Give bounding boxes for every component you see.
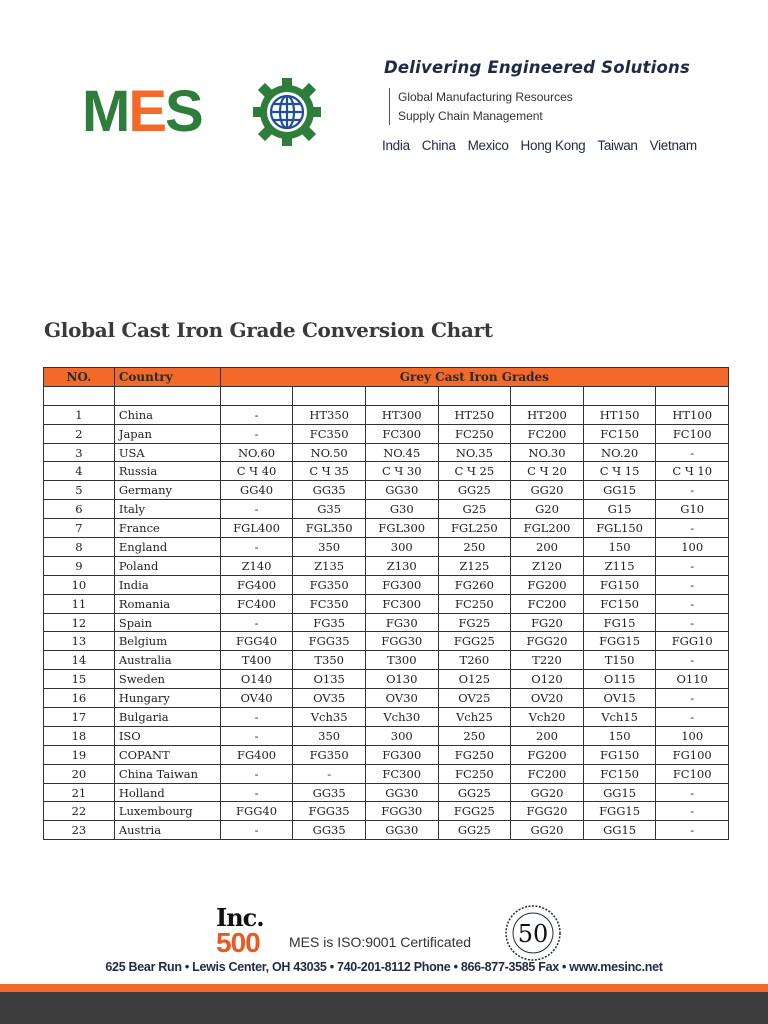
cell-grade: O140 — [220, 670, 293, 689]
cell-grade: FC150 — [583, 764, 656, 783]
cell-country: Hungary — [114, 689, 220, 708]
cell-grade: T220 — [511, 651, 584, 670]
cell-country: Germany — [114, 481, 220, 500]
table-row — [44, 613, 729, 632]
globe-gear-icon — [252, 76, 322, 148]
cell-grade: OV40 — [220, 689, 293, 708]
cell-grade: Vch30 — [365, 708, 438, 727]
cell-country: Bulgaria — [114, 708, 220, 727]
cell-grade: GG25 — [438, 821, 511, 840]
cell-grade: С Ч 10 — [656, 462, 729, 481]
cell-grade: G10 — [656, 500, 729, 519]
cell-grade: 150 — [583, 538, 656, 557]
cell-country: ISO — [114, 726, 220, 745]
cell-grade: FGG15 — [583, 632, 656, 651]
cell-no: 23 — [44, 821, 115, 840]
cell-grade: - — [656, 821, 729, 840]
cell-grade: FC100 — [656, 424, 729, 443]
cell-no: 11 — [44, 594, 115, 613]
cell-grade: FG200 — [511, 745, 584, 764]
cell-grade: FGG15 — [583, 802, 656, 821]
anniversary-seal-icon — [504, 904, 562, 962]
cell-grade: HT350 — [293, 405, 366, 424]
cell-grade: - — [220, 424, 293, 443]
cell-grade: HT250 — [438, 405, 511, 424]
cell-grade: FC100 — [656, 764, 729, 783]
cell-grade: - — [220, 821, 293, 840]
cell-grade: - — [220, 500, 293, 519]
cell-grade: 350 — [293, 538, 366, 557]
table-row — [44, 745, 729, 764]
cell-grade: FC300 — [365, 424, 438, 443]
cell-grade: FC200 — [511, 764, 584, 783]
cell-grade: HT300 — [365, 405, 438, 424]
cell-grade: FG100 — [656, 745, 729, 764]
footer-bar — [0, 992, 768, 1024]
cell-grade: FGG40 — [220, 802, 293, 821]
table-row — [44, 726, 729, 745]
cell-grade: FG250 — [438, 745, 511, 764]
cell-grade: Z135 — [293, 556, 366, 575]
cell-grade: GG15 — [583, 481, 656, 500]
cell-grade: - — [293, 764, 366, 783]
cell-country: Sweden — [114, 670, 220, 689]
cell-country: Belgium — [114, 632, 220, 651]
cell-grade: T150 — [583, 651, 656, 670]
cell-grade: - — [220, 783, 293, 802]
footer-accent-bar — [0, 984, 768, 992]
table-row — [44, 802, 729, 821]
cell-grade: - — [656, 783, 729, 802]
cell-grade: OV25 — [438, 689, 511, 708]
cell-grade: FC150 — [583, 594, 656, 613]
cell-grade: 150 — [583, 726, 656, 745]
cell-grade: FC150 — [583, 424, 656, 443]
cell-grade: - — [656, 575, 729, 594]
location-item: Taiwan — [597, 138, 638, 153]
cell-grade: GG25 — [438, 481, 511, 500]
cell-no: 21 — [44, 783, 115, 802]
cell-no: 20 — [44, 764, 115, 783]
cell-grade: FC350 — [293, 594, 366, 613]
cell-no: 2 — [44, 424, 115, 443]
cell-country: Australia — [114, 651, 220, 670]
table-row — [44, 500, 729, 519]
cell-grade: С Ч 30 — [365, 462, 438, 481]
table-row — [44, 575, 729, 594]
cell-country: Italy — [114, 500, 220, 519]
cell-grade: GG35 — [293, 783, 366, 802]
cell-grade: OV15 — [583, 689, 656, 708]
cell-grade: O120 — [511, 670, 584, 689]
table-row — [44, 708, 729, 727]
cell-grade: - — [220, 405, 293, 424]
cell-no: 18 — [44, 726, 115, 745]
cell-grade: 100 — [656, 726, 729, 745]
cell-grade: FC200 — [511, 424, 584, 443]
cell-grade: - — [656, 519, 729, 538]
company-logo — [82, 76, 322, 148]
cell-no: 7 — [44, 519, 115, 538]
cell-grade: FGL400 — [220, 519, 293, 538]
cell-no: 15 — [44, 670, 115, 689]
cell-no: 12 — [44, 613, 115, 632]
cell-country: Russia — [114, 462, 220, 481]
cell-grade: FGG20 — [511, 632, 584, 651]
cell-grade: - — [656, 481, 729, 500]
inc-logo-top: Inc. — [216, 903, 264, 932]
cell-grade: FC400 — [220, 594, 293, 613]
cell-grade: GG40 — [220, 481, 293, 500]
cell-no: 17 — [44, 708, 115, 727]
cell-grade: Vch25 — [438, 708, 511, 727]
cell-grade: FGL250 — [438, 519, 511, 538]
table-row — [44, 405, 729, 424]
cell-grade: GG30 — [365, 481, 438, 500]
contact-address: 625 Bear Run • Lewis Center, OH 43035 • 740-201-8112 Phone • 866-877-3585 Fax • www.mesinc.net — [105, 960, 663, 974]
cell-grade: G30 — [365, 500, 438, 519]
cell-grade: FG300 — [365, 745, 438, 764]
cell-grade: FC350 — [293, 424, 366, 443]
cell-grade: FGL150 — [583, 519, 656, 538]
cell-no: 4 — [44, 462, 115, 481]
location-item: India — [382, 138, 410, 153]
cell-grade: GG35 — [293, 481, 366, 500]
cell-grade: OV30 — [365, 689, 438, 708]
table-row — [44, 424, 729, 443]
cell-grade: GG20 — [511, 783, 584, 802]
table-row — [44, 670, 729, 689]
cell-grade: FGG30 — [365, 802, 438, 821]
cell-no: 22 — [44, 802, 115, 821]
locations-list — [382, 138, 697, 153]
cell-no: 5 — [44, 481, 115, 500]
cell-no: 13 — [44, 632, 115, 651]
cell-grade: С Ч 40 — [220, 462, 293, 481]
cell-grade: O110 — [656, 670, 729, 689]
cell-grade: OV20 — [511, 689, 584, 708]
header-grades: Grey Cast Iron Grades — [220, 368, 728, 387]
cell-country: USA — [114, 443, 220, 462]
cell-grade: FG300 — [365, 575, 438, 594]
cell-grade: HT100 — [656, 405, 729, 424]
cell-no: 14 — [44, 651, 115, 670]
location-item: China — [421, 138, 456, 153]
cell-country: COPANT — [114, 745, 220, 764]
cell-no: 1 — [44, 405, 115, 424]
cell-country: Spain — [114, 613, 220, 632]
cell-grade: - — [656, 556, 729, 575]
location-item: Mexico — [467, 138, 509, 153]
cell-grade: O125 — [438, 670, 511, 689]
inc-500-logo — [216, 903, 272, 958]
location-item: Hong Kong — [520, 138, 586, 153]
table-header-row — [44, 368, 729, 387]
cell-grade: FG150 — [583, 575, 656, 594]
cell-grade: GG35 — [293, 821, 366, 840]
cell-grade: Z120 — [511, 556, 584, 575]
cell-grade: FG350 — [293, 575, 366, 594]
cell-grade: GG30 — [365, 783, 438, 802]
cell-grade: С Ч 15 — [583, 462, 656, 481]
inc-logo-bottom: 500 — [216, 927, 260, 958]
cell-grade: GG15 — [583, 821, 656, 840]
cell-grade: 100 — [656, 538, 729, 557]
cell-grade: 200 — [511, 538, 584, 557]
cell-grade: FC200 — [511, 594, 584, 613]
cell-country: France — [114, 519, 220, 538]
table-row — [44, 519, 729, 538]
table-row — [44, 651, 729, 670]
cell-grade: FGG25 — [438, 632, 511, 651]
table-row — [44, 443, 729, 462]
cell-no: 8 — [44, 538, 115, 557]
cell-grade: HT200 — [511, 405, 584, 424]
cell-country: China Taiwan — [114, 764, 220, 783]
cell-grade: FGG35 — [293, 632, 366, 651]
cell-grade: G15 — [583, 500, 656, 519]
cell-country: Austria — [114, 821, 220, 840]
cell-grade: Vch35 — [293, 708, 366, 727]
cell-grade: Vch15 — [583, 708, 656, 727]
cell-grade: FGG25 — [438, 802, 511, 821]
cell-grade: 300 — [365, 538, 438, 557]
cell-grade: - — [656, 708, 729, 727]
cell-grade: NO.45 — [365, 443, 438, 462]
cell-grade: FGG20 — [511, 802, 584, 821]
table-row — [44, 594, 729, 613]
document-title: Global Cast Iron Grade Conversion Chart — [44, 318, 493, 342]
table-row — [44, 821, 729, 840]
cell-grade: - — [656, 802, 729, 821]
cell-grade: FC250 — [438, 594, 511, 613]
cell-grade: O135 — [293, 670, 366, 689]
table-spacer-row — [44, 386, 729, 405]
cell-grade: FG30 — [365, 613, 438, 632]
location-item: Vietnam — [649, 138, 697, 153]
cell-grade: GG20 — [511, 821, 584, 840]
table-row — [44, 632, 729, 651]
cell-grade: G35 — [293, 500, 366, 519]
table-body — [44, 386, 729, 839]
logo-wordmark: MES — [82, 79, 202, 144]
cell-grade: GG30 — [365, 821, 438, 840]
iso-certification-text: MES is ISO:9001 Certificated — [289, 934, 472, 950]
cell-no: 9 — [44, 556, 115, 575]
cell-grade: FGL300 — [365, 519, 438, 538]
cell-grade: 300 — [365, 726, 438, 745]
cell-grade: GG25 — [438, 783, 511, 802]
service-item: Supply Chain Management — [398, 108, 543, 123]
cell-grade: NO.35 — [438, 443, 511, 462]
cell-grade: - — [656, 613, 729, 632]
cell-country: Luxembourg — [114, 802, 220, 821]
cell-grade: С Ч 25 — [438, 462, 511, 481]
cell-grade: 250 — [438, 726, 511, 745]
cell-country: England — [114, 538, 220, 557]
cell-country: Poland — [114, 556, 220, 575]
cell-grade: GG20 — [511, 481, 584, 500]
cell-grade: С Ч 20 — [511, 462, 584, 481]
cell-grade: Z140 — [220, 556, 293, 575]
cell-grade: HT150 — [583, 405, 656, 424]
cell-grade: T260 — [438, 651, 511, 670]
cell-grade: FG400 — [220, 575, 293, 594]
tagline: Delivering Engineered Solutions — [384, 58, 691, 77]
cell-grade: O115 — [583, 670, 656, 689]
cell-grade: Z125 — [438, 556, 511, 575]
seal-number: 50 — [517, 920, 549, 948]
cell-grade: FGG10 — [656, 632, 729, 651]
cell-grade: - — [656, 594, 729, 613]
header-country: Country — [114, 368, 220, 387]
cell-grade: FC250 — [438, 424, 511, 443]
table-row — [44, 764, 729, 783]
cell-grade: Z130 — [365, 556, 438, 575]
cell-no: 10 — [44, 575, 115, 594]
cell-country: India — [114, 575, 220, 594]
cell-grade: - — [656, 443, 729, 462]
cell-grade: - — [220, 764, 293, 783]
table-row — [44, 556, 729, 575]
table-row — [44, 538, 729, 557]
cell-grade: T400 — [220, 651, 293, 670]
cell-country: Romania — [114, 594, 220, 613]
cell-grade: FGG30 — [365, 632, 438, 651]
cell-grade: FG15 — [583, 613, 656, 632]
cell-grade: FC300 — [365, 594, 438, 613]
cell-grade: NO.60 — [220, 443, 293, 462]
grade-conversion-table — [43, 367, 729, 840]
cell-grade: - — [656, 651, 729, 670]
cell-grade: FGL200 — [511, 519, 584, 538]
cell-grade: - — [220, 613, 293, 632]
cell-grade: NO.30 — [511, 443, 584, 462]
table-row — [44, 689, 729, 708]
cell-grade: Z115 — [583, 556, 656, 575]
cell-grade: FG400 — [220, 745, 293, 764]
cell-grade: - — [220, 538, 293, 557]
cell-grade: Vch20 — [511, 708, 584, 727]
cell-grade: G25 — [438, 500, 511, 519]
cell-grade: С Ч 35 — [293, 462, 366, 481]
cell-grade: FG150 — [583, 745, 656, 764]
cell-grade: G20 — [511, 500, 584, 519]
cell-grade: NO.20 — [583, 443, 656, 462]
cell-grade: FGG40 — [220, 632, 293, 651]
cell-grade: T350 — [293, 651, 366, 670]
cell-grade: - — [220, 708, 293, 727]
table-row — [44, 783, 729, 802]
services-list — [389, 88, 573, 125]
cell-no: 16 — [44, 689, 115, 708]
cell-no: 6 — [44, 500, 115, 519]
cell-grade: FG25 — [438, 613, 511, 632]
header-no: NO. — [44, 368, 115, 387]
table-row — [44, 462, 729, 481]
cell-grade: FC300 — [365, 764, 438, 783]
cell-grade: NO.50 — [293, 443, 366, 462]
cell-grade: OV35 — [293, 689, 366, 708]
cell-country: Japan — [114, 424, 220, 443]
cell-grade: 200 — [511, 726, 584, 745]
cell-grade: FG260 — [438, 575, 511, 594]
cell-grade: FG350 — [293, 745, 366, 764]
cell-grade: T300 — [365, 651, 438, 670]
cell-no: 3 — [44, 443, 115, 462]
cell-grade: - — [220, 726, 293, 745]
cell-grade: FGG35 — [293, 802, 366, 821]
cell-no: 19 — [44, 745, 115, 764]
cell-grade: FG200 — [511, 575, 584, 594]
cell-grade: FGL350 — [293, 519, 366, 538]
cell-grade: FG20 — [511, 613, 584, 632]
cell-grade: - — [656, 689, 729, 708]
cell-grade: O130 — [365, 670, 438, 689]
cell-grade: FG35 — [293, 613, 366, 632]
service-item: Global Manufacturing Resources — [398, 90, 573, 104]
cell-grade: 250 — [438, 538, 511, 557]
table-row — [44, 481, 729, 500]
cell-grade: 350 — [293, 726, 366, 745]
cell-grade: FC250 — [438, 764, 511, 783]
cell-country: Holland — [114, 783, 220, 802]
cell-country: China — [114, 405, 220, 424]
cell-grade: GG15 — [583, 783, 656, 802]
